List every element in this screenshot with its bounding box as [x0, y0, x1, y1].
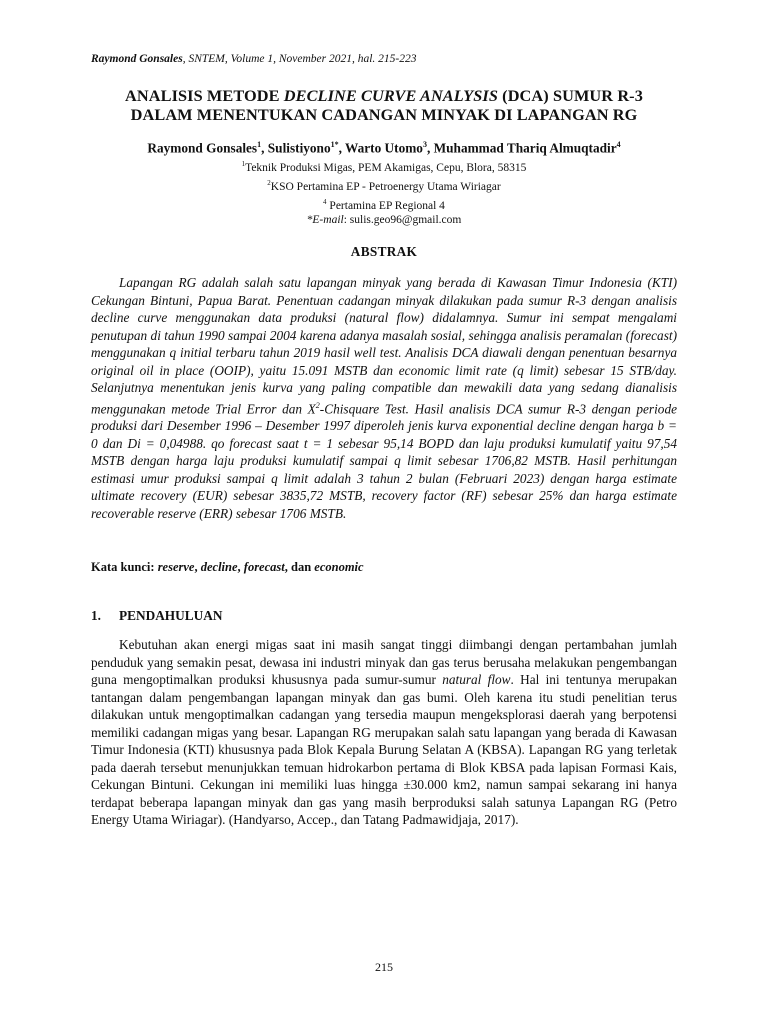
- keyword-separator: , dan: [284, 560, 315, 574]
- title-line1-part-c: (DCA) SUMUR R-3: [498, 86, 643, 105]
- contact-email: [60, 213, 708, 228]
- abstract-superscript: 2: [315, 400, 320, 410]
- affiliation-mark: 1: [241, 160, 246, 168]
- keyword-separator: ,: [194, 560, 201, 574]
- keyword: economic: [314, 560, 364, 574]
- author-name: Warto Utomo: [345, 140, 423, 156]
- author-affil-mark: 1: [257, 140, 262, 149]
- email-label: *E-mail: [306, 214, 344, 227]
- email-address: : sulis.geo96@gmail.com: [343, 214, 462, 227]
- keyword: reserve: [157, 560, 195, 574]
- abstract-part-1: Lapangan RG adalah salah satu lapangan minyak yang berada di Kawasan Timur Indonesia (KTI) Cekungan Bintuni, Papua Barat. Penentuan cadangan minyak dilakukan pada sumur R-3 dengan analisis decline curve menggunakan data produksi (natural flow) didalamnya. Sumur ini sempat mengalami penutupan di tahun 1990 sampai 2004 karena adanya masalah sosial, sehingga analisis peramalan (forecast) menggunakan q initial terbaru tahun 2019 hasil well test. Analisis DCA diawali dengan penentuan besarnya original oil in place (OOIP), yaitu 15.091 MSTB dan economic limit rate (q limit) sebesar 15 STB/day. Selanjutnya menentukan jenis kurva yang paling compatible dan mewakili data yang sedang dianalisis menggunakan metode Trial Error dan X: [91, 275, 677, 416]
- author-separator: ,: [261, 140, 268, 156]
- keywords-label: Kata kunci:: [91, 560, 158, 574]
- affiliation-text: Pertamina EP Regional 4: [326, 199, 445, 212]
- affiliation-text: Teknik Produksi Migas, PEM Akamigas, Cepu, Blora, 58315: [245, 161, 527, 174]
- author-separator: ,: [426, 140, 434, 156]
- body-text-part: Kebutuhan akan energi migas saat ini masih sangat tinggi diimbangi dengan pertambahan jumlah penduduk yang semakin pesat, dewasa ini industri minyak dan gas terus berusaha melakukan pengembangan guna mengoptimalkan produksi khususnya pada sumur-sumur: [91, 637, 677, 687]
- keyword: decline: [200, 560, 238, 574]
- running-header-citation: , SNTEM, Volume 1, November 2021, hal. 215-223: [182, 53, 417, 65]
- body-text-italic: natural flow: [442, 672, 511, 687]
- affiliation-mark: 2: [267, 178, 271, 187]
- author-name: Sulistiyono: [267, 140, 331, 156]
- abstract-part-2: -Chisquare Test. Hasil analisis DCA sumur R-3 dengan periode produksi dari Desember 1996 – Desember 1997 diperoleh jenis kurva exponential decline dengan harga b = 0 dan Di = 0,04988. qo forecast saat t = 1 sebesar 95,14 BOPD dan laju produksi kumulatif yaitu 97,54 MSTB dengan harga laju produksi kumulatif sampai q limit sebesar 1706,82 MSTB. Hasil perhitungan estimasi umur produksi sampai q limit adalah 3 tahun 2 bulan (Februari 2023) dengan harga estimate ultimate recovery (EUR) sebesar 3835,72 MSTB, recovery factor (RF) sebesar 25% dan harga estimate recoverable reserve (ERR) sebesar 1706 MSTB.: [91, 400, 678, 521]
- keywords: [91, 560, 364, 575]
- body-text-part: . Hal ini tentunya merupakan tantangan dalam pengembangan lapangan minyak dan gas bumi. Oleh karena itu studi penelitian terus dilakukan untuk mengoptimalkan cadangan yang tersedia maupun mengeksplorasi daerah yang berpotensi memiliki cadangan migas yang besar. Lapangan RG merupakan salah satu lapangan yang berada di Kawasan Timur Indonesia (KTI) khususnya pada Blok Kepala Burung Selatan A (KBSA). Lapangan RG yang terletak pada daerah tersebut menunjukkan temuan hidrokarbon pertama di Blok KBSA pada lapisan Formasi Kais, Cekungan Bintuni. Cekungan ini memiliki luas hingga ±30.000 km2, namun sampai sekarang ini hanya terdapat beberapa lapangan minyak dan gas yang masih berproduksi salah satunya Lapangan RG (Petro Energy Utama Wiriagar). (Handyarso, Accep., dan Tatang Padmawidjaja, 2017).: [91, 672, 677, 827]
- affiliation-3: [60, 195, 708, 214]
- author-separator: ,: [338, 140, 346, 156]
- title-line1-part-a: ANALISIS METODE: [125, 86, 284, 105]
- page-number: 215: [375, 960, 393, 974]
- affiliations: [60, 157, 708, 228]
- paper-title: [60, 86, 708, 124]
- section-number: 1.: [91, 608, 101, 623]
- section-heading: [91, 608, 222, 624]
- section-title: PENDAHULUAN: [119, 608, 223, 623]
- author-name: Raymond Gonsales: [147, 140, 258, 156]
- keyword-separator: ,: [237, 560, 244, 574]
- affiliation-mark: 4: [323, 197, 327, 206]
- author-list: [60, 140, 708, 156]
- affiliation-1: [60, 157, 708, 176]
- affiliation-text: KSO Pertamina EP - Petroenergy Utama Wiriagar: [270, 180, 501, 193]
- running-header-author: Raymond Gonsales: [91, 53, 183, 65]
- author-name: Muhammad Thariq Almuqtadir: [433, 140, 617, 156]
- keyword: forecast: [243, 560, 285, 574]
- title-line2: DALAM MENENTUKAN CADANGAN MINYAK DI LAPANGAN RG: [130, 105, 638, 124]
- abstract-text: [91, 274, 677, 522]
- affiliation-2: [60, 176, 708, 195]
- abstract-heading: ABSTRAK: [350, 244, 418, 259]
- author-affil-mark: 4: [616, 140, 621, 149]
- running-header: [91, 53, 417, 65]
- title-line1-italic: DECLINE CURVE ANALYSIS: [283, 86, 498, 105]
- body-paragraph: [91, 636, 677, 829]
- author-affil-mark: 3: [422, 140, 427, 149]
- author-affil-mark: 1*: [330, 140, 339, 149]
